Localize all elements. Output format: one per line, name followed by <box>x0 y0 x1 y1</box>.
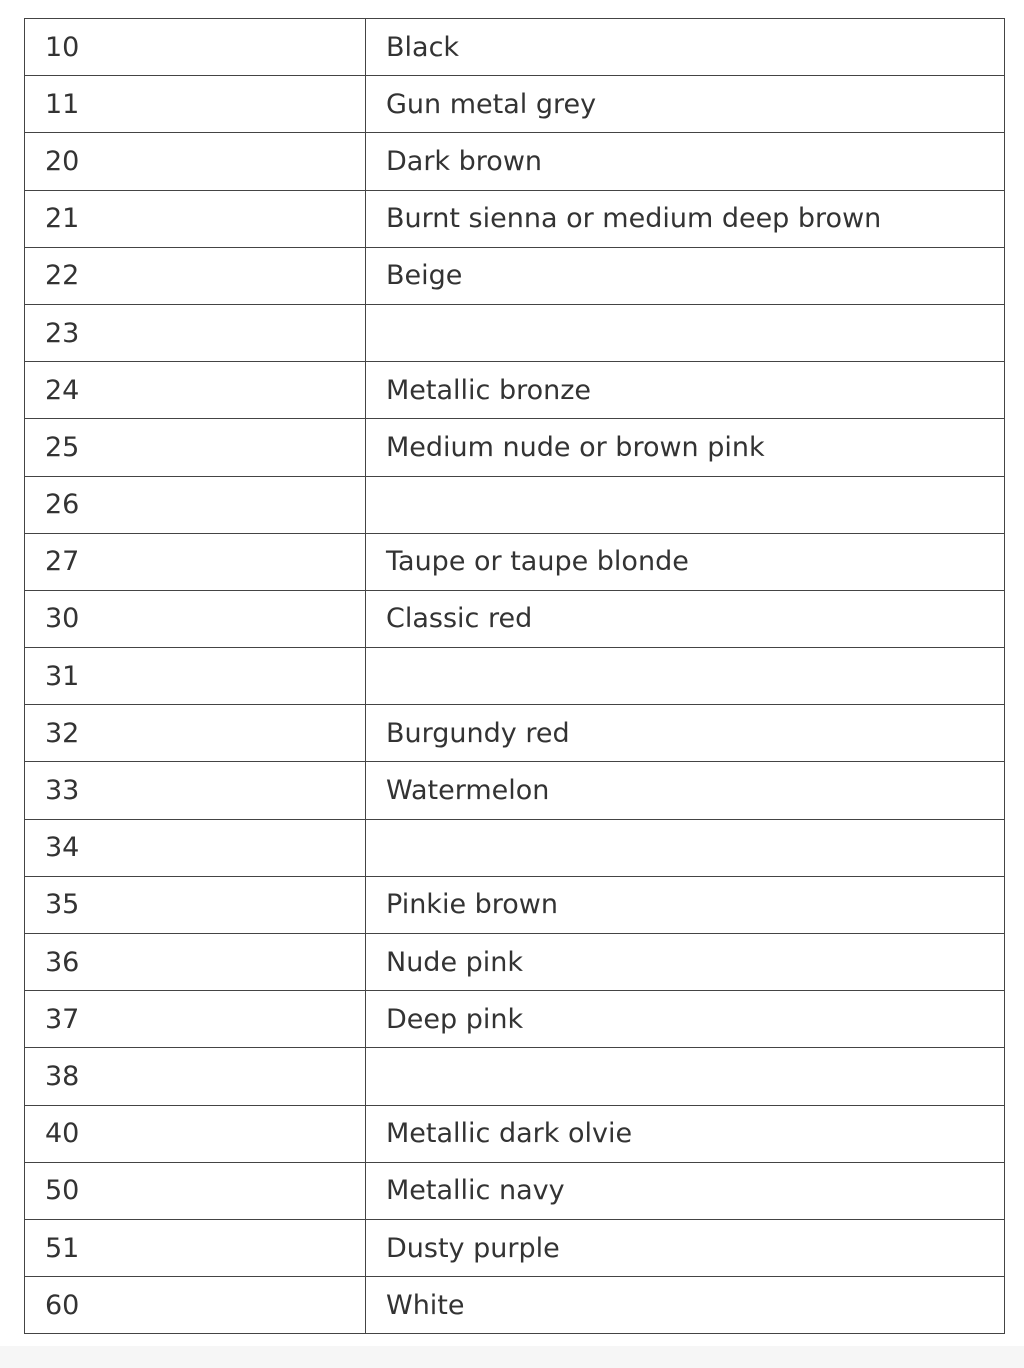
color-name-cell <box>366 648 1005 705</box>
page-bottom-edge <box>0 1346 1024 1368</box>
color-code-cell: 38 <box>25 1048 366 1105</box>
color-name-cell: Dark brown <box>366 133 1005 190</box>
color-name-cell: Beige <box>366 247 1005 304</box>
table-row <box>25 247 1005 304</box>
table-row <box>25 76 1005 133</box>
color-code-cell: 21 <box>25 190 366 247</box>
table-row <box>25 590 1005 647</box>
color-code-cell: 27 <box>25 533 366 590</box>
color-name-cell <box>366 819 1005 876</box>
color-code-cell: 35 <box>25 876 366 933</box>
color-code-cell: 33 <box>25 762 366 819</box>
color-code-cell: 24 <box>25 362 366 419</box>
table-row <box>25 705 1005 762</box>
color-name-cell <box>366 1048 1005 1105</box>
color-name-cell: Gun metal grey <box>366 76 1005 133</box>
color-code-cell: 50 <box>25 1162 366 1219</box>
color-name-cell: Deep pink <box>366 991 1005 1048</box>
table-row <box>25 362 1005 419</box>
color-name-cell: Nude pink <box>366 934 1005 991</box>
table-row <box>25 991 1005 1048</box>
color-code-cell: 31 <box>25 648 366 705</box>
color-code-cell: 51 <box>25 1219 366 1276</box>
color-name-cell: Metallic dark olvie <box>366 1105 1005 1162</box>
table-row <box>25 1048 1005 1105</box>
color-name-cell: Metallic navy <box>366 1162 1005 1219</box>
color-name-cell: Burnt sienna or medium deep brown <box>366 190 1005 247</box>
color-name-cell: Black <box>366 19 1005 76</box>
color-code-cell: 25 <box>25 419 366 476</box>
color-name-cell: Watermelon <box>366 762 1005 819</box>
color-code-cell: 60 <box>25 1277 366 1334</box>
color-code-cell: 26 <box>25 476 366 533</box>
color-name-cell <box>366 476 1005 533</box>
table-row <box>25 533 1005 590</box>
color-name-cell: Metallic bronze <box>366 362 1005 419</box>
table-row <box>25 648 1005 705</box>
table-row <box>25 476 1005 533</box>
color-code-cell: 20 <box>25 133 366 190</box>
table-row <box>25 876 1005 933</box>
color-code-cell: 30 <box>25 590 366 647</box>
color-name-cell <box>366 304 1005 361</box>
table-row <box>25 1277 1005 1334</box>
color-name-cell: Burgundy red <box>366 705 1005 762</box>
color-name-cell: Classic red <box>366 590 1005 647</box>
color-code-cell: 37 <box>25 991 366 1048</box>
table-row <box>25 19 1005 76</box>
color-name-cell: White <box>366 1277 1005 1334</box>
color-code-cell: 22 <box>25 247 366 304</box>
table-row <box>25 762 1005 819</box>
color-code-cell: 10 <box>25 19 366 76</box>
table-row <box>25 934 1005 991</box>
table-row <box>25 133 1005 190</box>
color-code-cell: 11 <box>25 76 366 133</box>
color-code-cell: 40 <box>25 1105 366 1162</box>
color-code-table <box>24 18 1005 1334</box>
table-body <box>25 19 1005 1334</box>
color-name-cell: Medium nude or brown pink <box>366 419 1005 476</box>
table-row <box>25 819 1005 876</box>
table-row <box>25 419 1005 476</box>
table-row <box>25 1219 1005 1276</box>
table-row <box>25 1105 1005 1162</box>
color-name-cell: Taupe or taupe blonde <box>366 533 1005 590</box>
color-code-cell: 36 <box>25 934 366 991</box>
color-name-cell: Dusty purple <box>366 1219 1005 1276</box>
table-row <box>25 1162 1005 1219</box>
color-code-cell: 23 <box>25 304 366 361</box>
table-row <box>25 190 1005 247</box>
table-row <box>25 304 1005 361</box>
color-code-cell: 34 <box>25 819 366 876</box>
color-name-cell: Pinkie brown <box>366 876 1005 933</box>
color-code-table-container <box>24 18 1004 1334</box>
color-code-cell: 32 <box>25 705 366 762</box>
